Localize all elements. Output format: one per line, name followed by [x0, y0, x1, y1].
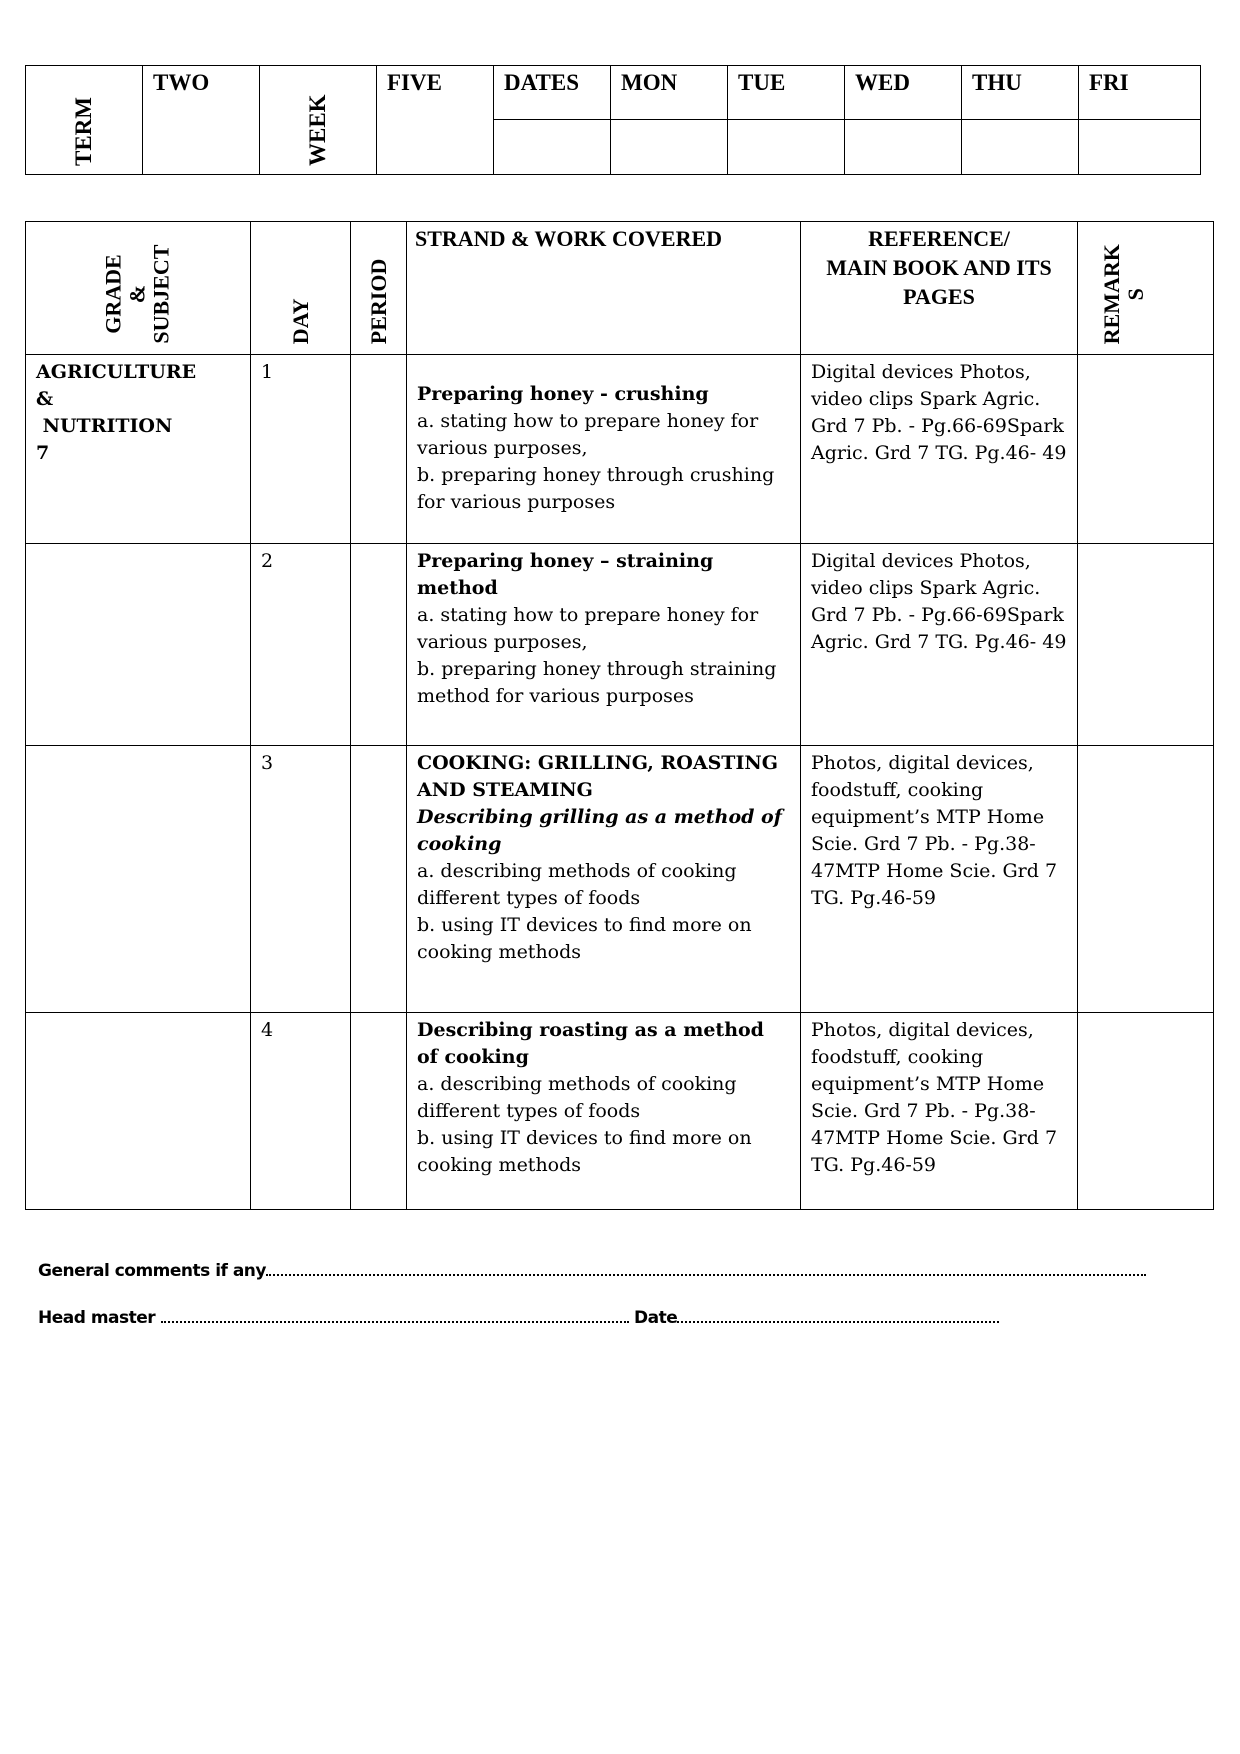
period-cell: [351, 1013, 407, 1210]
general-comments-line: [38, 1260, 1146, 1281]
strand-line: a. describing methods of cooking different types of foods: [417, 1073, 737, 1122]
day-thu: THU: [962, 66, 1079, 120]
period-cell: [351, 746, 407, 1013]
day-cell: 2: [251, 544, 351, 746]
table-row: [26, 746, 1214, 1013]
period-header: [351, 222, 407, 355]
strand-title: Preparing honey – straining method: [417, 550, 714, 599]
headmaster-label: Head master: [38, 1308, 156, 1328]
date-label: Date: [634, 1308, 678, 1328]
day-cell: 1: [251, 355, 351, 544]
strand-line: a. stating how to prepare honey for various purposes,: [417, 410, 759, 459]
strand-header-text: STRAND & WORK COVERED: [415, 226, 723, 251]
day-cell: 3: [251, 746, 351, 1013]
remarks-cell: [1078, 746, 1214, 1013]
strand-title: Preparing honey - crushing: [417, 383, 709, 405]
reference-cell: Photos, digital devices, foodstuff, cooking equipment’s MTP Home Scie. Grd 7 Pb. - Pg.38-47MTP Home Scie. Grd 7 TG. Pg.46-59: [801, 1013, 1078, 1210]
reference-header: [801, 222, 1078, 355]
subject-line1: AGRICULTURE: [36, 361, 197, 383]
day-fri: FRI: [1079, 66, 1201, 120]
headmaster-line: [38, 1307, 999, 1328]
day-header-text: DAY: [287, 298, 313, 344]
strand-line: b. preparing honey through crushing for various purposes: [417, 464, 775, 513]
reference-cell: Digital devices Photos, video clips Spark Agric. Grd 7 Pb. - Pg.66-69Spark Agric. Grd 7 TG. Pg.46- 49: [801, 544, 1078, 746]
lesson-table: [25, 221, 1214, 1210]
strand-cell: [407, 544, 801, 746]
week-value: FIVE: [377, 66, 494, 175]
day-tue: TUE: [728, 66, 845, 120]
day-mon: MON: [611, 66, 728, 120]
date-blank-cell: [494, 120, 611, 175]
dates-label: DATES: [494, 66, 611, 120]
date-tue-cell: [728, 120, 845, 175]
subject-cell: [26, 355, 251, 544]
reference-header-line1: REFERENCE/: [868, 226, 1010, 251]
strand-line: b. using IT devices to find more on cooking methods: [417, 914, 752, 963]
subject-line3: NUTRITION: [36, 415, 173, 437]
week-label: WEEK: [305, 94, 330, 166]
subject-cell: [26, 746, 251, 1013]
strand-cell: [407, 746, 801, 1013]
general-comments-label: General comments if any: [38, 1261, 266, 1281]
strand-title: COOKING: GRILLING, ROASTING AND STEAMING: [417, 752, 778, 801]
strand-header: [407, 222, 801, 355]
term-week-table: [25, 65, 1201, 175]
grade-header-text: GRADE: [100, 254, 126, 335]
term-label-cell: [26, 66, 143, 175]
date-field[interactable]: [677, 1307, 999, 1323]
remarks-cell: [1078, 544, 1214, 746]
general-comments-field[interactable]: [266, 1260, 1146, 1276]
headmaster-field[interactable]: [161, 1307, 629, 1323]
period-header-text: PERIOD: [365, 258, 391, 344]
table-row: [26, 544, 1214, 746]
date-fri-cell: [1079, 120, 1201, 175]
subject-cell: [26, 544, 251, 746]
date-thu-cell: [962, 120, 1079, 175]
table-row: [26, 355, 1214, 544]
date-mon-cell: [611, 120, 728, 175]
strand-line: b. using IT devices to find more on cooking methods: [417, 1127, 752, 1176]
day-header: [251, 222, 351, 355]
term-value: TWO: [143, 66, 260, 175]
subject-line4: 7: [36, 442, 50, 464]
strand-line: b. preparing honey through straining method for various purposes: [417, 658, 777, 707]
day-cell: 4: [251, 1013, 351, 1210]
remarks-header: [1078, 222, 1214, 355]
remarks-header-line1: REMARK: [1098, 243, 1124, 344]
subject-line2: &: [36, 388, 54, 410]
period-cell: [351, 544, 407, 746]
ampersand-header-text: &: [124, 285, 150, 304]
table-row: [26, 1013, 1214, 1210]
subject-header-text: SUBJECT: [149, 244, 175, 344]
remarks-header-line2: S: [1122, 287, 1148, 301]
strand-line: a. describing methods of cooking different types of foods: [417, 860, 737, 909]
grade-subject-header: [26, 222, 251, 355]
reference-header-line2: MAIN BOOK AND ITS: [826, 255, 1052, 280]
strand-title: Describing roasting as a method of cooking: [417, 1019, 764, 1068]
subject-cell: [26, 1013, 251, 1210]
reference-header-line3: PAGES: [903, 284, 975, 309]
term-label: TERM: [71, 97, 96, 166]
strand-line: a. stating how to prepare honey for various purposes,: [417, 604, 759, 653]
strand-subtitle: Describing grilling as a method of cooking: [417, 806, 782, 855]
week-label-cell: [260, 66, 377, 175]
strand-cell: [407, 1013, 801, 1210]
strand-cell: [407, 355, 801, 544]
period-cell: [351, 355, 407, 544]
reference-cell: Photos, digital devices, foodstuff, cooking equipment’s MTP Home Scie. Grd 7 Pb. - Pg.38-47MTP Home Scie. Grd 7 TG. Pg.46-59: [801, 746, 1078, 1013]
day-wed: WED: [845, 66, 962, 120]
reference-cell: Digital devices Photos, video clips Spark Agric. Grd 7 Pb. - Pg.66-69Spark Agric. Grd 7 TG. Pg.46- 49: [801, 355, 1078, 544]
remarks-cell: [1078, 1013, 1214, 1210]
date-wed-cell: [845, 120, 962, 175]
remarks-cell: [1078, 355, 1214, 544]
